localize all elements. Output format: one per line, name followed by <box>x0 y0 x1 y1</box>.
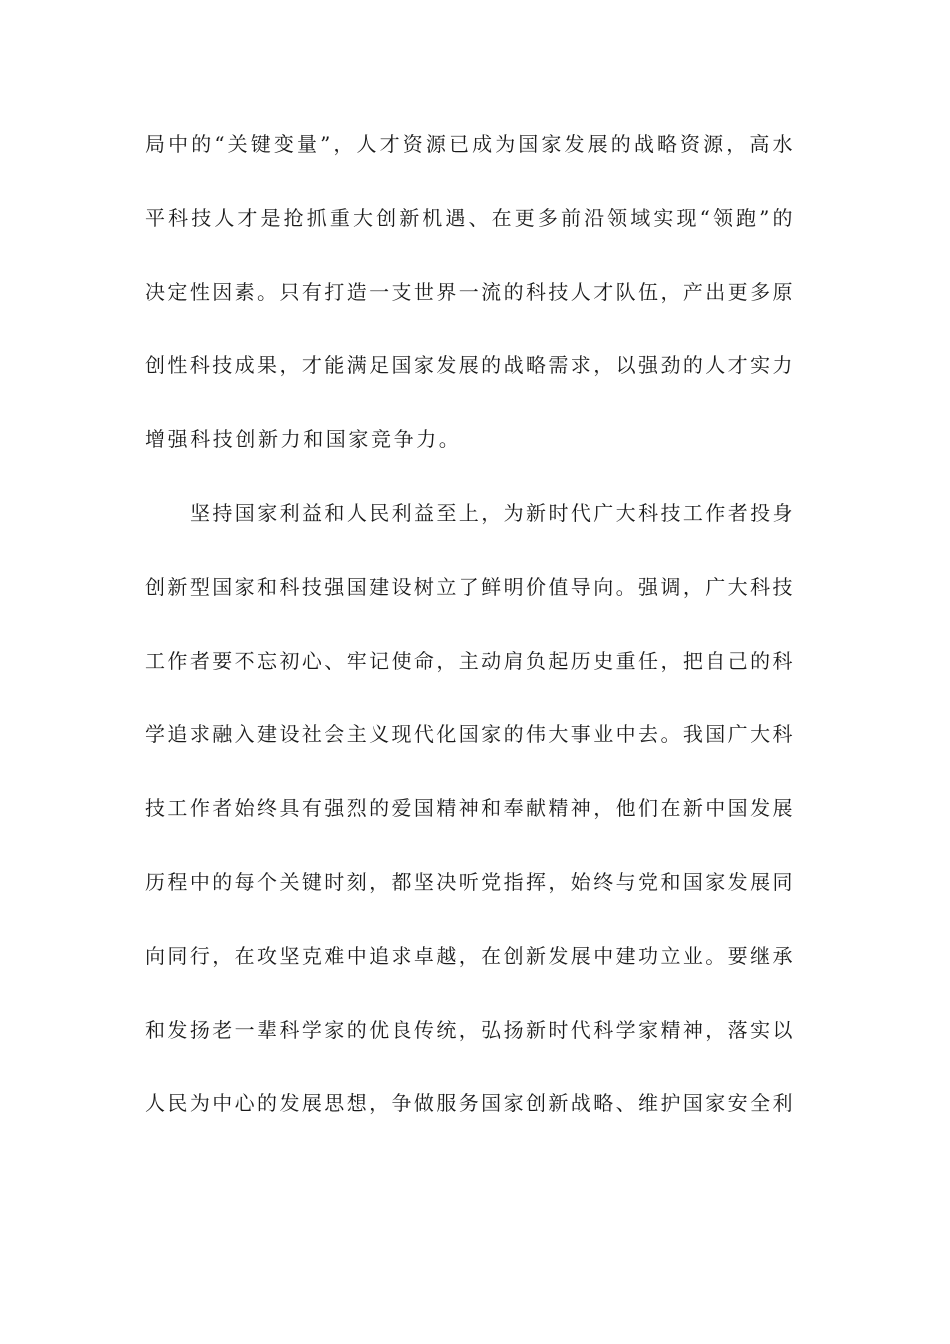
body-text <box>145 124 793 1157</box>
paragraph-2-line-4: 学追求融入建设社会主义现代化国家的伟大事业中去。我国广大科 <box>145 722 793 747</box>
paragraph-1-line-5: 增强科技创新力和国家竞争力。 <box>145 427 462 452</box>
paragraph-2-line-2: 创新型国家和科技强国建设树立了鲜明价值导向。强调，广大科技 <box>145 574 793 599</box>
paragraph-2-line-7: 向同行，在攻坚克难中追求卓越，在创新发展中建功立业。要继承 <box>145 943 793 968</box>
paragraph-2-line-3: 工作者要不忘初心、牢记使命，主动肩负起历史重任，把自己的科 <box>145 648 793 673</box>
paragraph-1-line-3: 决定性因素。只有打造一支世界一流的科技人才队伍，产出更多原 <box>145 279 793 304</box>
paragraph-1-line-1: 局中的“关键变量”，人才资源已成为国家发展的战略资源，高水 <box>145 132 793 156</box>
paragraph-2-line-1: 坚持国家利益和人民利益至上，为新时代广大科技工作者投身 <box>190 500 793 525</box>
paragraph-1-line-2: 平科技人才是抢抓重大创新机遇、在更多前沿领域实现“领跑”的 <box>145 205 793 230</box>
paragraph-2-line-6: 历程中的每个关键时刻，都坚决听党指挥，始终与党和国家发展同 <box>145 869 793 894</box>
paragraph-2-line-8: 和发扬老一辈科学家的优良传统，弘扬新时代科学家精神，落实以 <box>145 1017 793 1042</box>
paragraph-2-line-9: 人民为中心的发展思想，争做服务国家创新战略、维护国家安全利 <box>145 1091 793 1116</box>
paragraph-2-line-5: 技工作者始终具有强烈的爱国精神和奉献精神，他们在新中国发展 <box>145 796 793 821</box>
paragraph-1-line-4: 创性科技成果，才能满足国家发展的战略需求，以强劲的人才实力 <box>145 353 793 378</box>
